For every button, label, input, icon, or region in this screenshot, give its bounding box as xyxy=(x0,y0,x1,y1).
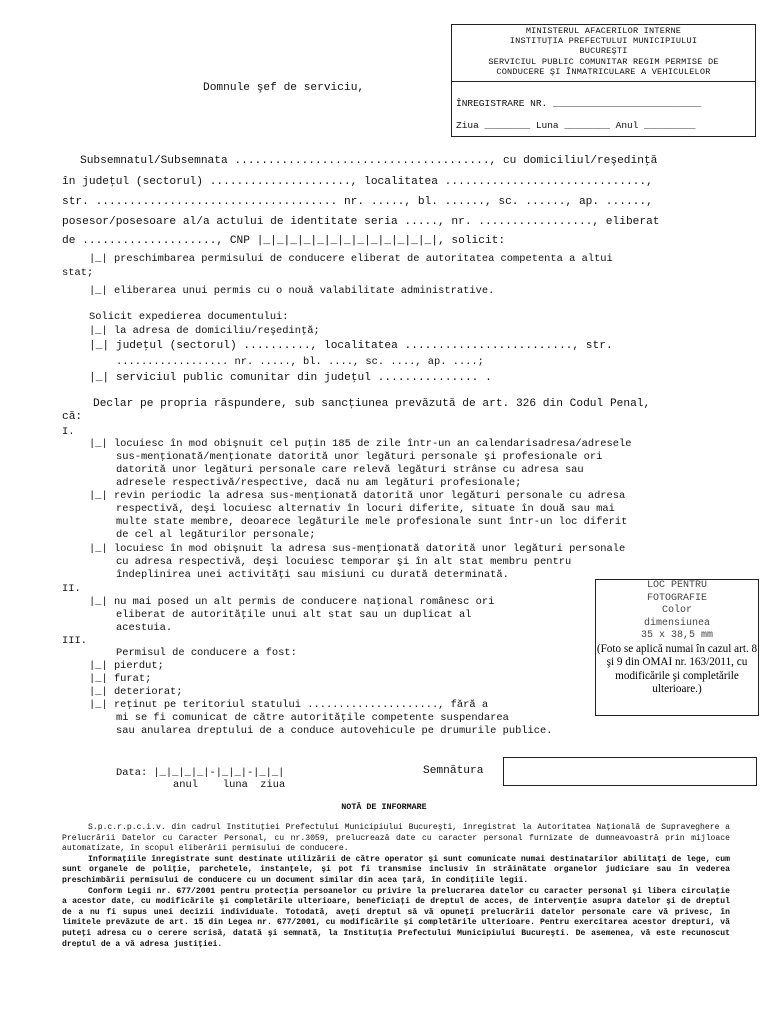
declaration-line: eliberat de autorităţile unui alt stat sau un duplicat al xyxy=(116,609,472,621)
license-retained-checkbox[interactable]: |_| reţinut pe teritoriul statului ....................., fără a xyxy=(89,699,489,711)
photo-label: FOTOGRAFIE xyxy=(646,592,707,604)
applicant-street-line[interactable]: str. .................................... nr. ....., bl. ......, sc. ......, ap. ......, xyxy=(62,196,653,208)
declaration-line: cu adresa respectivă, deşi locuiesc temporar şi în alt stat membru pentru xyxy=(116,556,572,568)
institution-header-box xyxy=(451,24,756,137)
photo-label: Color xyxy=(661,605,692,617)
ministry-line: SERVICIUL PUBLIC COMUNITAR REGIM PERMISE DE xyxy=(488,56,719,67)
request-new-validity-checkbox[interactable]: |_| eliberarea unui permis cu o nouă valabilitate administrative. xyxy=(89,285,495,297)
photo-label: dimensiunea xyxy=(643,617,710,629)
salutation: Domnule şef de serviciu, xyxy=(203,82,365,94)
ministry-heading xyxy=(452,25,755,82)
information-paragraph: Informaţiile înregistrate sunt destinate utilizării de către operator şi sunt comunicate numai destinatarilor abilitaţi de lege, cum sunt organele de poliţie, parchetele, instanţele, şi pot fi transmise inclusiv în străinătate organelor judiciare sau în vederea preschimbării permisului de conducere cu un document similar din acea ţară, în condiţiile legii. xyxy=(62,854,730,885)
habitual-residence-checkbox[interactable]: |_| locuiesc în mod obişnuit la adresa sus-menţionată datorită unor legături personale xyxy=(89,543,626,555)
license-damaged-checkbox[interactable]: |_| deteriorat; xyxy=(89,686,183,698)
photo-placeholder-box xyxy=(595,579,759,716)
declaration-line: respectivă, deşi locuiesc alternativ în locuri diferite, situate în două sau mai xyxy=(116,503,615,515)
applicant-county-line[interactable]: în judeţul (sectorul) ....................., localitatea .............................., xyxy=(62,176,653,188)
residence-185-days-checkbox[interactable]: |_| locuiesc în mod obişnuit cel puţin 185 de zile într-un an calendarisadresa/adresele xyxy=(89,438,632,450)
declaration-line: acestuia. xyxy=(116,622,173,634)
applicant-id-line[interactable]: posesor/posesoare al/a actului de identitate seria ....., nr. ................., eliberat xyxy=(62,216,660,228)
signature-field[interactable] xyxy=(503,757,757,786)
section-ii-label: II. xyxy=(62,583,81,595)
section-iii-label: III. xyxy=(62,635,87,647)
photo-note: (Foto se aplică numai în cazul art. 8 şi 9 din OMAI nr. 163/2011, cu modificările şi completările ulterioare.) xyxy=(596,642,758,696)
delivery-other-address-continued[interactable]: .................. nr. ....., bl. ...., sc. ...., ap. ....; xyxy=(116,356,484,368)
registration-date-field[interactable]: Ziua ________ Luna ________ Anul _________ xyxy=(456,120,696,131)
delivery-title: Solicit expedierea documentului: xyxy=(89,311,289,323)
license-status-title: Permisul de conducere a fost: xyxy=(116,647,297,659)
ministry-line: MINISTERUL AFACERILOR INTERNE xyxy=(525,26,682,36)
section-i-label: I. xyxy=(62,426,75,438)
declaration-line: multe state membre, deoarece legăturile mele profesionale sunt într-un loc diferit xyxy=(116,516,628,528)
delivery-other-address-checkbox[interactable]: |_| judeţul (sectorul) .........., localitatea ........................., str. xyxy=(89,340,613,352)
date-field[interactable]: Data: |_|_|_|_|-|_|_|-|_|_| xyxy=(116,767,285,779)
ministry-line: BUCUREŞTI xyxy=(579,46,628,57)
request-exchange-continued: stat; xyxy=(62,267,94,279)
delivery-home-address-checkbox[interactable]: |_| la adresa de domiciliu/reşedinţă; xyxy=(89,325,320,337)
signature-label: Semnătura xyxy=(423,765,484,777)
declaration-line: adresele respectivă/respective, dacă nu am legături profesionale; xyxy=(116,477,522,489)
date-field-legend: anul luna ziua xyxy=(173,779,286,791)
declaration-line: sus-menţionată/menţionate datorită unor legături personale şi profesionale ori xyxy=(116,451,603,463)
information-paragraph: Conform Legii nr. 677/2001 pentru protecţia persoanelor cu privire la prelucrarea datelor cu caracter personal şi libera circulaţie a acestor date, cu modificările şi completările ulterioare, beneficiaţi de dreptul de acces, de intervenţie asupra datelor şi de dreptul de a nu fi supus unei decizii individuale. Totodată, aveţi dreptul să vă opuneţi prelucrării datelor personale care vă privesc, în limitele prevăzute de art. 15 din Legea nr. 677/2001, cu modificările şi completările ulterioare. Pentru exercitarea acestor drepturi, vă puteţi adresa cu o cerere scrisă, datată şi semnată, la Instituţia Prefectului Municipiului Bucureşti. De asemenea, vă este recunoscut dreptul de a vă adresa justiţiei. xyxy=(62,886,730,949)
periodic-return-checkbox[interactable]: |_| revin periodic la adresa sus-menţionată datorită unor legături personale cu adresa xyxy=(89,490,626,502)
information-paragraph: S.p.c.r.p.c.i.v. din cadrul Instituţiei Prefectului Municipiului Bucureşti, înregistrat la Autoritatea Naţională de Supraveghere a Prelucrării Datelor cu Caracter Personal, cu nr.3059, prelucrează date cu caracter personal furnizate de dumneavoastră prin mijloace automatizate, în scopul eliberării permisului de conducere. xyxy=(62,823,730,854)
declaration-line: sau anularea dreptului de a conduce autovehicule pe drumurile publice. xyxy=(116,725,553,737)
ministry-line: INSTITUŢIA PREFECTULUI MUNICIPIULUI xyxy=(509,36,698,47)
applicant-cnp-line[interactable]: de ...................., CNP |_|_|_|_|_|_|_|_|_|_|_|_|_|, solicit: xyxy=(62,235,506,247)
declaration-ca: că: xyxy=(62,411,83,423)
request-exchange-checkbox[interactable]: |_| preschimbarea permisului de conducere eliberat de autoritatea competenta a altui xyxy=(89,253,613,265)
information-note xyxy=(62,823,730,950)
declaration-intro: Declar pe propria răspundere, sub sancţiunea prevăzută de art. 326 din Codul Penal, xyxy=(93,398,651,410)
registration-number-field[interactable]: ÎNREGISTRARE NR. __________________________ xyxy=(456,98,702,109)
photo-dimensions: 35 x 38,5 mm xyxy=(640,630,713,642)
no-other-license-checkbox[interactable]: |_| nu mai posed un alt permis de conducere naţional românesc ori xyxy=(89,596,495,608)
photo-label: LOC PENTRU xyxy=(646,580,707,591)
applicant-name-line[interactable]: Subsemnatul/Subsemnata ......................................, cu domiciliul/reşedinţă xyxy=(80,155,658,167)
declaration-line: mi se fi comunicat de către autorităţile competente suspendarea xyxy=(116,712,509,724)
declaration-line: îndeplinirea unei activităţi sau misiuni cu durată determinată. xyxy=(116,569,509,581)
delivery-public-service-checkbox[interactable]: |_| serviciul public comunitar din judeţul ............... . xyxy=(89,372,492,384)
declaration-line: de cel al legăturilor personale; xyxy=(116,529,316,541)
ministry-line: CONDUCERE ŞI ÎNMATRICULARE A VEHICULELOR xyxy=(496,66,711,77)
license-lost-checkbox[interactable]: |_| pierdut; xyxy=(89,660,164,672)
declaration-line: datorită unor legături personale care relevă legături strânse cu adresa sau xyxy=(116,464,584,476)
license-stolen-checkbox[interactable]: |_| furat; xyxy=(89,673,152,685)
information-note-title: NOTĂ DE INFORMARE xyxy=(341,802,427,812)
